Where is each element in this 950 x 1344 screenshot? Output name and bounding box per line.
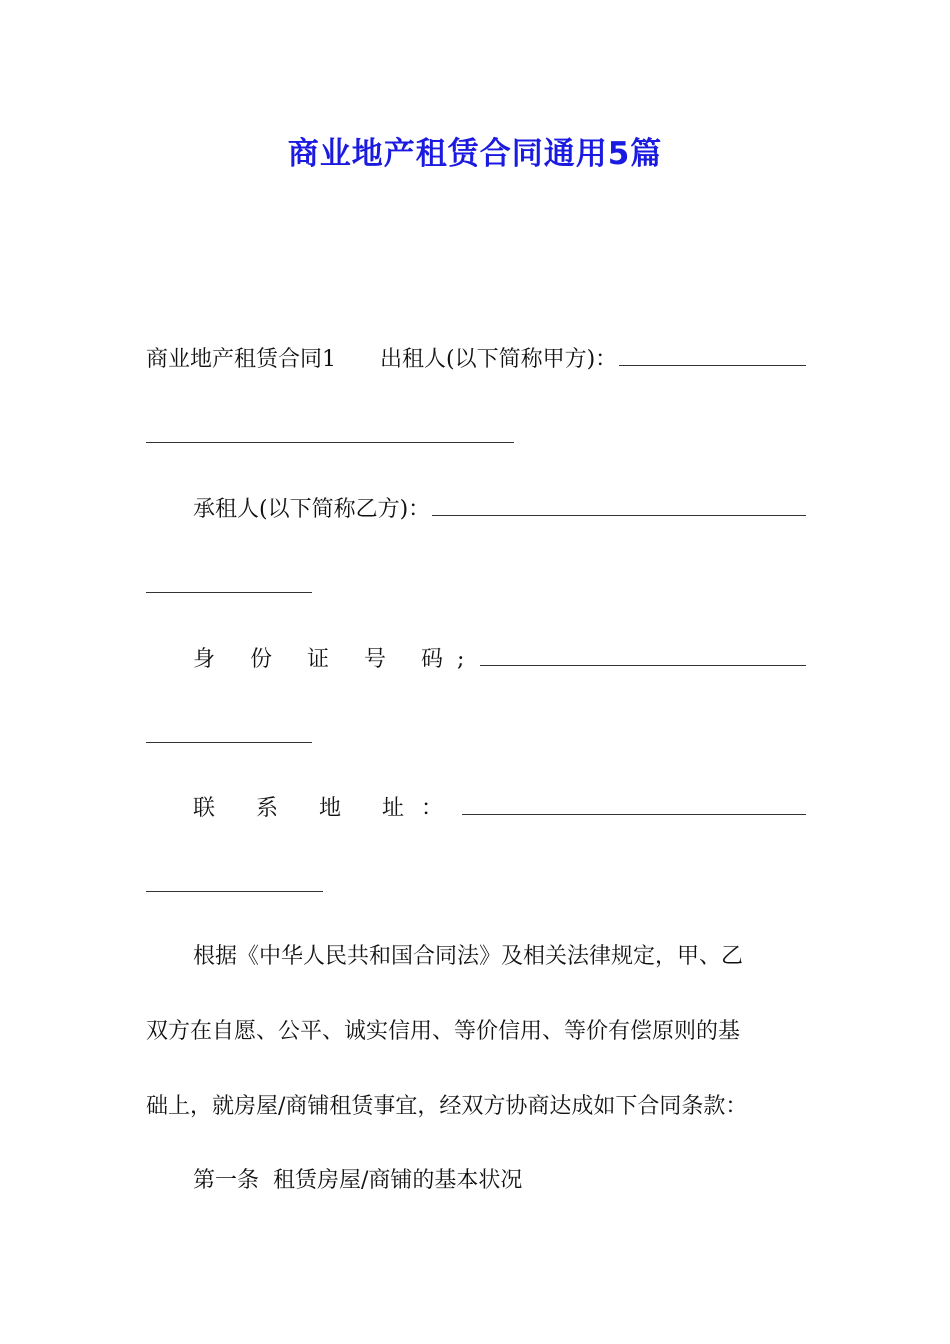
address-blank-continued[interactable]	[146, 891, 323, 892]
id-number-blank[interactable]	[480, 645, 806, 666]
paragraph-line-2: 双方在自愿、公平、诚实信用、等价信用、等价有偿原则的基	[146, 1019, 741, 1044]
lessee-blank-continued[interactable]	[146, 592, 312, 593]
paragraph-line-3: 础上，就房屋/商铺租赁事宜，经双方协商达成如下合同条款：	[146, 1094, 748, 1119]
lessor-label: 出租人(以下简称甲方)：	[380, 347, 618, 372]
paragraph-line-1: 根据《中华人民共和国合同法》及相关法律规定，甲、乙	[193, 944, 744, 969]
lessee-blank[interactable]	[432, 495, 806, 516]
document-title: 商业地产租赁合同通用5篇	[287, 136, 663, 172]
contract-number-label: 商业地产租赁合同1	[146, 347, 336, 372]
lessor-blank[interactable]	[619, 345, 806, 366]
article-1-heading: 第一条 租赁房屋/商铺的基本状况	[193, 1168, 523, 1193]
address-line	[193, 794, 806, 824]
id-number-blank-continued[interactable]	[146, 742, 312, 743]
address-label: 联 系 地 址：	[193, 796, 460, 821]
address-blank[interactable]	[462, 794, 806, 815]
lessor-line	[146, 345, 806, 375]
id-number-label: 身 份 证 号 码;	[193, 647, 479, 672]
lessee-label: 承租人(以下简称乙方)：	[193, 497, 431, 522]
id-number-line	[193, 645, 806, 675]
lessee-line	[193, 495, 806, 525]
lessor-blank-continued[interactable]	[146, 442, 514, 443]
